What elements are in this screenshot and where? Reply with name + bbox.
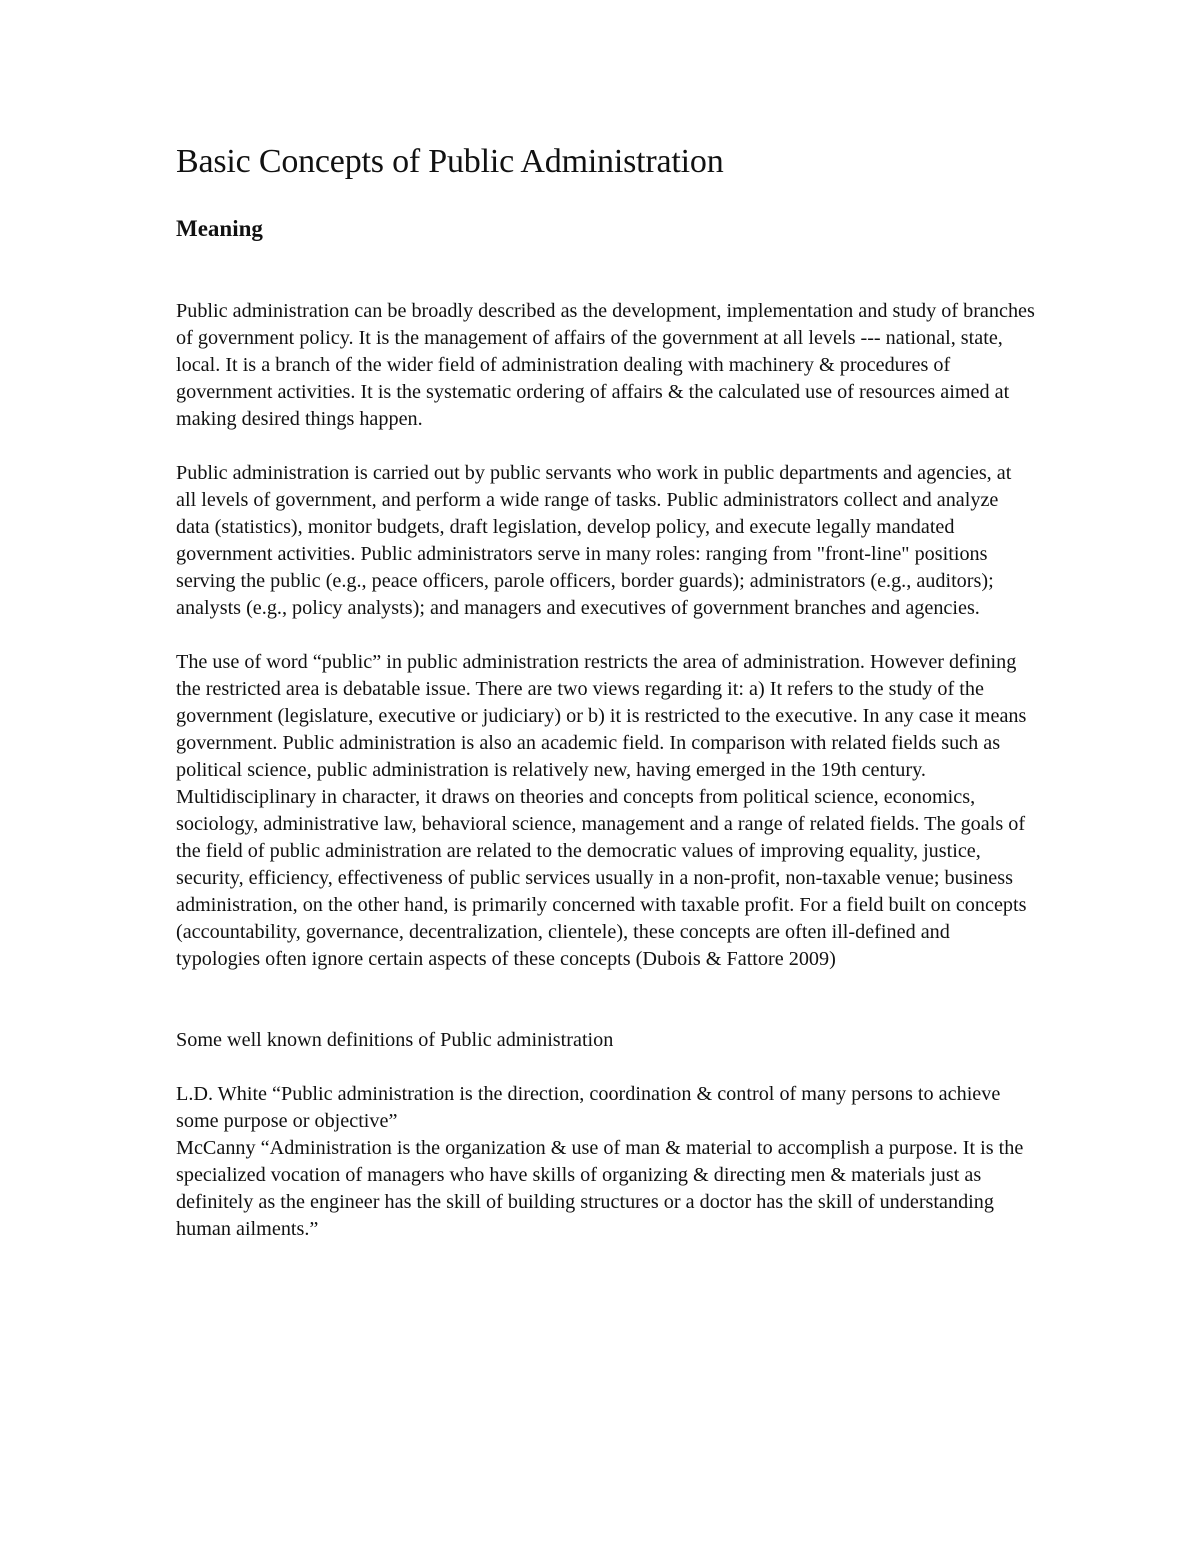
paragraph-definition-overview: Public administration can be broadly described as the development, implementation and study of branches of government policy. It is the management of affairs of the government at all levels --- national, state, local. It is a branch of the wider field of administration dealing with machinery & procedures of government activities. It is the systematic ordering of affairs & the calculated use of resources aimed at making desired things happen. [176,300,1035,430]
definitions-heading: Some well known definitions of Public administration [176,1029,614,1051]
paragraph-word-public: The use of word “public” in public administration restricts the area of administration. However defining the restricted area is debatable issue. There are two views regarding it: a) It refers to the study of the government (legislature, executive or judiciary) or b) it is restricted to the executive. In any case it means government. Public administration is also an academic field. In comparison with related fields such as political science, public administration is relatively new, having emerged in the 19th century. Multidisciplinary in character, it draws on theories and concepts from political science, economics, sociology, administrative law, behavioral science, management and a range of related fields. The goals of the field of public administration are related to the democratic values of improving equality, justice, security, efficiency, effectiveness of public services usually in a non-profit, non-taxable venue; business administration, on the other hand, is primarily concerned with taxable profit. For a field built on concepts (accountability, governance, decentralization, clientele), these concepts are often ill-defined and typologies often ignore certain aspects of these concepts (Dubois & Fattore 2009) [176,651,1027,970]
definition-mccanny: McCanny “Administration is the organization & use of man & material to accomplish a purpose. It is the specialized vocation of managers who have skills of organizing & directing men & materials just as definitely as the engineer has the skill of building structures or a doctor has the skill of understanding human ailments.” [176,1137,1024,1240]
definition-white: L.D. White “Public administration is the direction, coordination & control of many persons to achieve some purpose or objective” [176,1083,1001,1132]
document-body [176,138,1036,1243]
section-heading-meaning: Meaning [176,216,263,241]
paragraph-public-servants: Public administration is carried out by public servants who work in public departments and agencies, at all levels of government, and perform a wide range of tasks. Public administrators collect and analyze data (statistics), monitor budgets, draft legislation, develop policy, and execute legally mandated government activities. Public administrators serve in many roles: ranging from "front-line" positions serving the public (e.g., peace officers, parole officers, border guards); administrators (e.g., auditors); analysts (e.g., policy analysts); and managers and executives of government branches and agencies. [176,462,1012,619]
document-title: Basic Concepts of Public Administration [176,143,724,180]
